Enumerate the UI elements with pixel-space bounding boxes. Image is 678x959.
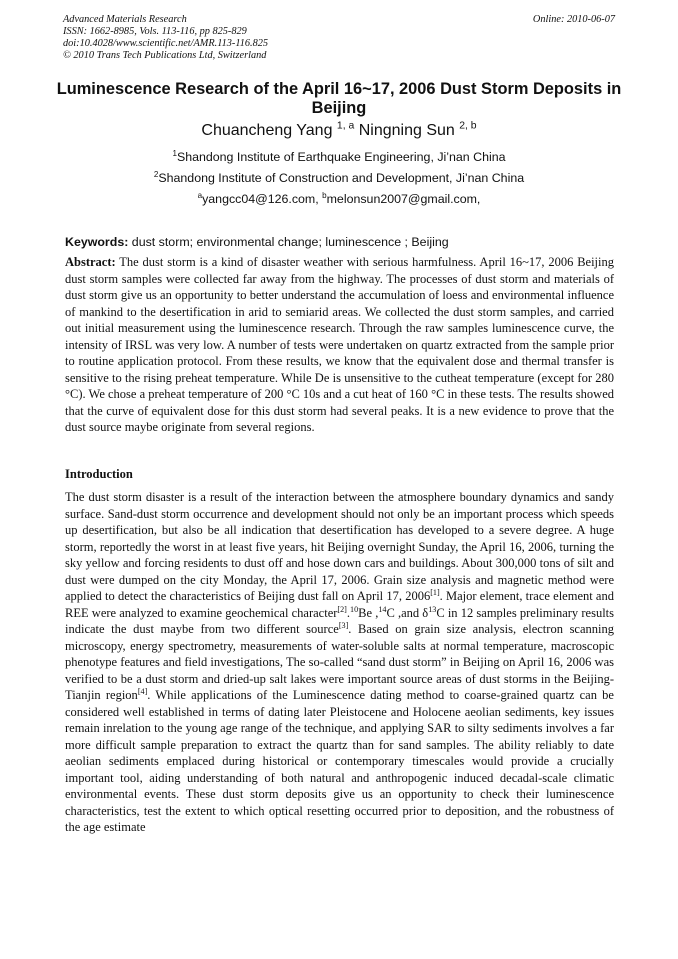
intro-text: C in 12 samples preliminary results indicate the dust maybe from two different source <box>65 605 615 636</box>
keywords-text: dust storm; environmental change; luminescence ; Beijing <box>128 235 449 249</box>
intro-text: . <box>346 605 351 620</box>
isotope-mass: 14 <box>378 604 387 614</box>
author-name: Ningning Sun <box>358 122 455 139</box>
abstract-label: Abstract: <box>65 255 116 269</box>
email-mark: a <box>197 190 203 200</box>
affiliation-mark: 1 <box>172 148 177 158</box>
isotope-mass: 13 <box>428 604 437 614</box>
intro-text: . Based on grain size analysis, electron scanning microscopy, energy spectrometry, measurements of water-soluble salts at normal temperature, macroscopic phenotype features and field investigations, The so-called “sand dust storm” in Beijing on April 16, 2006 was verified to be a dust storm and dried-up salt lakes were important source areas of dust storms in the Beijing-Tianjin region <box>65 622 614 702</box>
introduction-heading: Introduction <box>65 467 133 481</box>
introduction-body <box>65 489 614 836</box>
affiliation <box>0 171 678 185</box>
intro-text: . While applications of the Luminescence dating method to coarse-grained quartz can be considered well established in terms of dating later Pleistocene and Holocene aeolian sediments, key issues remain inrelation to the young age range of the technique, and applying SAR to silty sediments involves a far more difficult sample preparation to extract the quartz than for sand samples. The ability reliably to date aeolian sediments emplaced during historical or contemporary timescales would provide a crucially important tool, aiding understanding of both natural and anthropogenic induced decadal-scale climatic environmental events. These dust storm deposits give us an opportunity to check their luminescence characteristics, test the extent to which optical resetting occurred prior to deposition, and the robustness of the age estimate <box>65 688 614 834</box>
journal-header <box>63 14 268 62</box>
keywords <box>65 235 449 249</box>
keywords-label: Keywords: <box>65 235 129 249</box>
emails <box>0 192 678 206</box>
email: yangcc04@126.com, <box>202 192 323 206</box>
email-mark: b <box>322 190 327 200</box>
author-affiliation-mark: 2, b <box>459 120 477 132</box>
author-name: Chuancheng Yang <box>201 122 333 139</box>
authors <box>0 121 678 141</box>
citation: [1] <box>430 587 440 597</box>
affiliation-text: Shandong Institute of Construction and Development, Ji’nan China <box>158 171 525 185</box>
issn: ISSN: 1662-8985, Vols. 113-116, pp 825-829 <box>63 26 247 37</box>
author-affiliation-mark: 1, a <box>336 120 355 132</box>
paper-title: Luminescence Research of the April 16~17, 2006 Dust Storm Deposits in Beijing <box>56 80 622 117</box>
copyright: © 2010 Trans Tech Publications Ltd, Switzerland <box>63 50 267 61</box>
affiliation-text: Shandong Institute of Earthquake Engineering, Ji’nan China <box>176 150 506 164</box>
citation: [2] <box>337 604 347 614</box>
email: melonsun2007@gmail.com, <box>326 192 481 206</box>
citation: [3] <box>338 620 349 630</box>
affiliation <box>0 150 678 164</box>
citation: [4] <box>137 686 148 696</box>
affiliation-mark: 2 <box>153 169 159 179</box>
intro-text: Be , <box>358 605 379 620</box>
online-date: Online: 2010-06-07 <box>532 14 615 25</box>
doi: doi:10.4028/www.scientific.net/AMR.113-116.825 <box>63 38 269 49</box>
abstract-text: The dust storm is a kind of disaster weather with serious harmfulness. April 16~17, 2006 Beijing dust storm samples were collected far away from the highway. The processes of dust storm and materials of dust storm give us an opportunity to better understand the accumulation of loess and environmental influence of mankind to the desertification in arid to semiarid areas. We collected the dust storm samples, and carried out initial measurement using the luminescence research. Through the raw samples luminescence curve, the intensity of IRSL was very low. A number of tests were undertaken on quartz extracted from the sample prior to routine application protocol. From these results, we know that the equivalent dose and thermal transfer is sensitive to the rising preheat temperature. While De is unsensitive to the cutheat temperature (except for 280 °C). We chose a preheat temperature of 200 °C 10s and a cut heat of 160 °C in these tests. The results showed that the curve of equivalent dose for this dust storm had several peaks. It is a new evidence to prove that the dust source maybe originate from several regions. <box>65 255 614 434</box>
intro-text: C ,and δ <box>386 605 429 620</box>
isotope-mass: 10 <box>350 604 359 614</box>
intro-text: The dust storm disaster is a result of the interaction between the atmosphere boundary dynamics and sandy surface. Sand-dust storm occurrence and development should not only be an important process which speeds up desertification, but also be all indication that desertification has developed to a severe degree. A huge storm, reportedly the worst in at least five years, hit Beijing overnight Sunday, the April 16, 2006, turning the sky yellow and forcing residents to dust off and hose down cars and buildings. About 300,000 tons of silt and dust were dumped on the city Monday, the April 17, 2006. Grain size analysis and magnetic method were applied to detect the characteristics of Beijing dust fall on April 17, 2006 <box>65 490 614 603</box>
abstract <box>65 254 614 436</box>
journal-name: Advanced Materials Research <box>63 14 187 25</box>
intro-text: . Major element, trace element and REE were analyzed to examine geochemical character <box>65 589 614 620</box>
